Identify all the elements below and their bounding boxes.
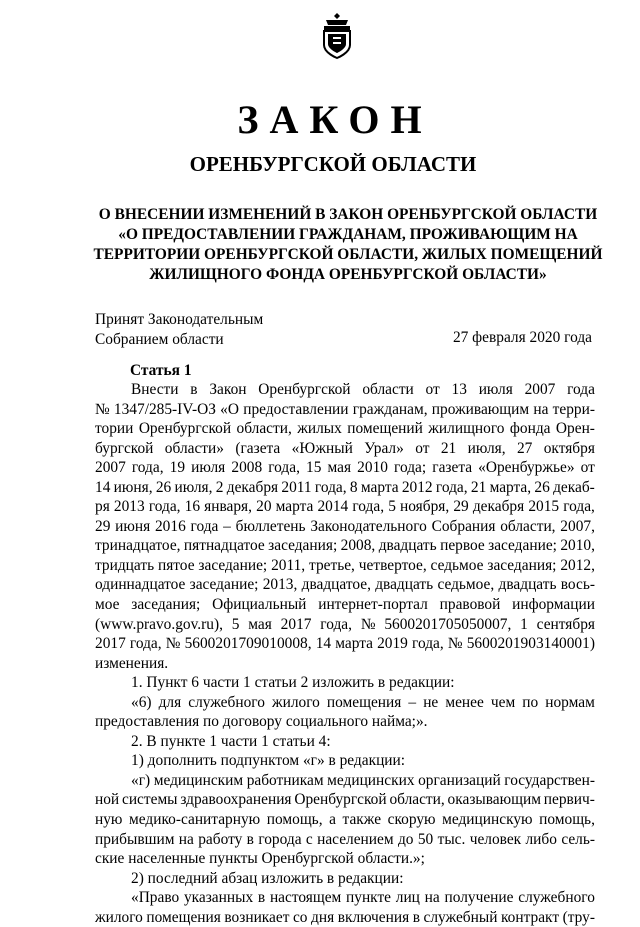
text-line bbox=[95, 790, 595, 810]
word: 20 bbox=[256, 498, 272, 516]
word: работникам bbox=[246, 771, 324, 789]
text-line bbox=[95, 732, 595, 752]
word: 2017 bbox=[280, 615, 312, 633]
word: помощь, bbox=[539, 811, 595, 829]
word: 50 bbox=[417, 830, 434, 848]
word: служебный bbox=[423, 908, 498, 926]
word: гражданам, bbox=[352, 400, 428, 418]
word: 2012 bbox=[401, 478, 433, 496]
word: года bbox=[567, 381, 595, 398]
word: медицинскую bbox=[442, 811, 533, 829]
word: 2008, bbox=[340, 537, 376, 555]
heading-line: ТЕРРИТОРИИ ОРЕНБУРГСКОЙ ОБЛАСТИ, ЖИЛЫХ ПОМЕЩЕНИЙ bbox=[93, 246, 603, 263]
word: 16 bbox=[184, 498, 201, 516]
text-line bbox=[95, 478, 595, 498]
word: года, bbox=[129, 635, 162, 653]
word: года bbox=[190, 517, 219, 535]
word: 5600201903140001) bbox=[466, 635, 595, 653]
word: марта bbox=[335, 635, 373, 653]
word: третье, bbox=[309, 556, 355, 574]
word: с bbox=[305, 830, 313, 848]
heading-line: «О ПРЕДОСТАВЛЕНИИ ГРАЖДАНАМ, ПРОЖИВАЮЩИМ НА bbox=[118, 226, 578, 243]
text-line bbox=[95, 400, 595, 420]
text-line bbox=[95, 751, 595, 771]
word: – bbox=[223, 517, 231, 535]
word: тыс. bbox=[437, 830, 466, 848]
word: года, bbox=[268, 459, 300, 477]
word: газета bbox=[432, 459, 473, 477]
word: тридцать bbox=[95, 556, 155, 574]
word: 2019 bbox=[377, 635, 408, 653]
text-line-content: 1) дополнить подпунктом «г» в редакции: bbox=[131, 752, 406, 770]
word: 2017 bbox=[95, 635, 126, 653]
word: 2016 bbox=[154, 517, 186, 535]
word: № bbox=[95, 400, 110, 418]
word: скорую bbox=[387, 811, 436, 829]
word: двадцать bbox=[498, 576, 557, 594]
word: Внести bbox=[131, 381, 179, 398]
text-line bbox=[95, 615, 595, 635]
word: первич- bbox=[543, 791, 595, 809]
word: года; bbox=[394, 459, 427, 477]
word: в bbox=[412, 908, 420, 926]
word: либо bbox=[525, 830, 557, 848]
word: декабря bbox=[472, 498, 525, 516]
word: здравоохранения bbox=[180, 791, 292, 809]
word: лиц bbox=[395, 889, 420, 907]
word: 21 bbox=[470, 478, 487, 496]
word: 2007 bbox=[95, 459, 126, 477]
word: 2010, bbox=[560, 537, 595, 555]
word: (тру- bbox=[562, 908, 595, 926]
word: 1 bbox=[520, 615, 528, 633]
word: контракт bbox=[500, 908, 560, 926]
word: № bbox=[447, 635, 463, 653]
adoption-line: Собранием области bbox=[95, 331, 224, 348]
word: 13 bbox=[451, 381, 467, 398]
word: марта bbox=[275, 498, 314, 516]
word: от bbox=[580, 459, 595, 477]
word: до bbox=[397, 830, 414, 848]
word: города bbox=[258, 830, 302, 848]
word: одиннадцатое bbox=[95, 576, 186, 594]
word: терри- bbox=[552, 400, 595, 418]
word: интернет-портал bbox=[318, 596, 428, 614]
text-line bbox=[95, 771, 595, 791]
word: предоставлении bbox=[243, 400, 349, 418]
word: № bbox=[165, 635, 181, 653]
article-body bbox=[95, 380, 595, 927]
word: 2007, bbox=[560, 517, 595, 535]
document-region: ОРЕНБУРГСКОЙ ОБЛАСТИ bbox=[189, 152, 477, 176]
word: года, bbox=[131, 459, 164, 477]
word: декаб- bbox=[553, 478, 595, 496]
word: 26 bbox=[534, 478, 550, 496]
word: области» bbox=[164, 439, 224, 457]
word: пятнадцатое bbox=[183, 537, 265, 555]
word: мая bbox=[327, 459, 352, 477]
adoption-date: 27 февраля 2020 года bbox=[452, 329, 592, 346]
word: в bbox=[190, 381, 198, 398]
word: года, bbox=[314, 478, 347, 496]
word: бюллетень bbox=[235, 517, 306, 535]
word: четвертое, bbox=[358, 556, 427, 574]
word: на bbox=[178, 830, 194, 848]
word: 2012, bbox=[560, 556, 595, 574]
word: 2013 bbox=[113, 498, 145, 516]
word: года, bbox=[148, 498, 181, 516]
word: вось- bbox=[560, 576, 595, 594]
word: ря bbox=[95, 498, 110, 516]
word: включения bbox=[337, 908, 410, 926]
word: «Право bbox=[131, 889, 180, 907]
word: ной bbox=[95, 791, 120, 809]
word: – bbox=[408, 693, 417, 711]
word: ноября, bbox=[400, 498, 450, 516]
word: года, bbox=[563, 498, 595, 516]
word: менее bbox=[445, 693, 484, 711]
word: Собрания bbox=[431, 517, 496, 535]
text-line bbox=[95, 634, 595, 654]
word: тринадцатое, bbox=[95, 537, 181, 555]
word: седьмое, bbox=[437, 576, 495, 594]
word: фонда bbox=[509, 420, 551, 438]
word: получение bbox=[444, 889, 514, 907]
word: 2013, bbox=[262, 576, 298, 594]
word: года, bbox=[352, 498, 385, 516]
word: 2011, bbox=[271, 556, 306, 574]
text-line bbox=[95, 830, 595, 850]
word: 2011 bbox=[281, 478, 312, 496]
word: прибывшим bbox=[95, 830, 175, 848]
word: марта bbox=[360, 478, 399, 496]
word: заседание; bbox=[198, 556, 268, 574]
word: «6) bbox=[131, 693, 152, 711]
word: «г) bbox=[131, 771, 151, 789]
word: жилого bbox=[95, 908, 143, 926]
word: июля bbox=[191, 459, 226, 477]
word: работу bbox=[198, 830, 243, 848]
word: мое bbox=[95, 596, 120, 614]
word: года, bbox=[412, 635, 444, 653]
word: 2 bbox=[215, 478, 224, 496]
word: Урал» bbox=[364, 439, 404, 457]
word: июля, bbox=[174, 478, 213, 496]
word: декабря bbox=[226, 478, 279, 496]
text-line bbox=[95, 595, 595, 615]
word: информации bbox=[512, 596, 595, 614]
word: 2008 bbox=[231, 459, 263, 477]
word: 21 bbox=[440, 439, 457, 457]
word: 29 bbox=[95, 517, 111, 535]
text-line-content: 2. В пункте 1 части 1 статьи 4: bbox=[131, 732, 331, 750]
word: дня bbox=[311, 908, 335, 926]
text-line bbox=[95, 497, 595, 517]
word: на bbox=[533, 400, 549, 418]
word: июля bbox=[478, 381, 513, 398]
word: Оренбургской bbox=[258, 381, 351, 398]
word: 2015 bbox=[528, 498, 560, 516]
word: 27 bbox=[516, 439, 533, 457]
word: чем bbox=[490, 693, 516, 711]
word: Закон bbox=[209, 381, 247, 398]
word: июня, bbox=[113, 478, 153, 496]
word: Оренбургской bbox=[294, 791, 387, 809]
word: «Оренбуржье» bbox=[478, 459, 575, 477]
word: нормам bbox=[545, 693, 595, 711]
word: населением bbox=[317, 830, 394, 848]
word: государствен- bbox=[504, 771, 595, 789]
word: 5 bbox=[231, 615, 240, 633]
word: а bbox=[329, 811, 336, 829]
text-line bbox=[95, 439, 595, 459]
word: двадцать bbox=[378, 537, 437, 555]
text-line bbox=[95, 673, 595, 693]
word: Официальный bbox=[212, 596, 307, 614]
word: 29 bbox=[453, 498, 469, 516]
word: жилищного bbox=[428, 420, 505, 438]
text-line bbox=[95, 908, 595, 927]
word: заседания; bbox=[131, 596, 201, 614]
text-line bbox=[95, 869, 595, 889]
text-line bbox=[95, 575, 595, 595]
word: возникает bbox=[224, 908, 290, 926]
word: 5 bbox=[388, 498, 396, 516]
word: сентября bbox=[536, 615, 595, 633]
word: 8 bbox=[349, 478, 358, 496]
word: пункте bbox=[346, 889, 392, 907]
word: октября bbox=[543, 439, 595, 457]
word: также bbox=[342, 811, 382, 829]
word: июля, bbox=[467, 439, 506, 457]
word: двадцать bbox=[375, 576, 434, 594]
word: 5600201705050007, bbox=[384, 615, 512, 633]
word: для bbox=[158, 693, 182, 711]
word: мая bbox=[248, 615, 272, 633]
word: оказывающим bbox=[447, 791, 541, 809]
word: проживающим bbox=[431, 400, 530, 418]
word: года, bbox=[435, 478, 468, 496]
word: седьмое bbox=[430, 556, 484, 574]
word: 15 bbox=[306, 459, 322, 477]
word: от bbox=[425, 381, 440, 398]
word: заседания; bbox=[268, 537, 338, 555]
text-line bbox=[95, 654, 595, 674]
word: медико-санитарную bbox=[129, 811, 261, 829]
text-line bbox=[95, 810, 595, 830]
word: первое bbox=[440, 537, 485, 555]
word: медицинским bbox=[153, 771, 244, 789]
word: на bbox=[424, 889, 440, 907]
text-line bbox=[95, 536, 595, 556]
word: двадцатое, bbox=[301, 576, 371, 594]
word: 2007 bbox=[524, 381, 556, 398]
word: человек bbox=[469, 830, 522, 848]
word: июня bbox=[115, 517, 151, 535]
word: от bbox=[415, 439, 430, 457]
word: области bbox=[362, 381, 414, 398]
text-line-content: 1. Пункт 6 части 1 статьи 2 изложить в редакции: bbox=[131, 674, 455, 692]
adoption-line: Принят Законодательным bbox=[95, 311, 264, 328]
word: служебного bbox=[518, 889, 595, 907]
word: жилых bbox=[297, 420, 342, 438]
word: 5600201709010008, bbox=[184, 635, 312, 653]
coat-of-arms-icon bbox=[318, 12, 356, 60]
word: 1347/285-IV-ОЗ bbox=[113, 400, 216, 418]
document-title: ЗАКОН bbox=[237, 97, 433, 142]
word: ную bbox=[95, 811, 123, 829]
word: Орен- bbox=[555, 420, 595, 438]
word: жилого bbox=[271, 693, 320, 711]
word: помещений bbox=[347, 420, 423, 438]
word: служебного bbox=[188, 693, 265, 711]
text-line bbox=[95, 556, 595, 576]
word: сель- bbox=[561, 830, 595, 848]
word: медицинских bbox=[327, 771, 415, 789]
word: помещения bbox=[146, 908, 221, 926]
word: не bbox=[423, 693, 439, 711]
word: 19 bbox=[169, 459, 186, 477]
word: в bbox=[246, 830, 254, 848]
word: правовой bbox=[439, 596, 501, 614]
word: года, bbox=[320, 615, 352, 633]
law-heading bbox=[88, 205, 608, 285]
word: настоящем bbox=[269, 889, 342, 907]
word: помещения bbox=[326, 693, 402, 711]
word: «О bbox=[220, 400, 239, 418]
text-line bbox=[95, 693, 595, 713]
text-line bbox=[95, 419, 595, 439]
word: заседания; bbox=[487, 556, 557, 574]
word: 2014 bbox=[317, 498, 349, 516]
text-line bbox=[95, 712, 595, 732]
word: тории bbox=[95, 420, 134, 438]
word: бургской bbox=[95, 439, 154, 457]
text-line bbox=[95, 849, 595, 869]
word: 26 bbox=[155, 478, 172, 496]
heading-line: ЖИЛИЩНОГО ФОНДА ОРЕНБУРГСКОЙ ОБЛАСТИ» bbox=[149, 266, 547, 283]
word: «Южный bbox=[291, 439, 353, 457]
word: системы bbox=[121, 791, 178, 809]
word: Оренбургской bbox=[138, 420, 232, 438]
text-line bbox=[95, 517, 595, 537]
word: 2010 bbox=[357, 459, 388, 477]
word: помощь, bbox=[266, 811, 323, 829]
word: № bbox=[360, 615, 376, 633]
word: области, bbox=[236, 420, 292, 438]
text-line-content: предоставления по договору социального найма;». bbox=[95, 713, 428, 731]
word: в bbox=[257, 889, 266, 907]
word: (www.pravo.gov.ru), bbox=[95, 615, 223, 633]
word: заседание; bbox=[189, 576, 259, 594]
word: указанных bbox=[183, 889, 254, 907]
word: пятое bbox=[157, 556, 195, 574]
word: марта, bbox=[489, 478, 532, 496]
text-line bbox=[95, 458, 595, 478]
word: января, bbox=[204, 498, 252, 516]
word: области, bbox=[389, 791, 445, 809]
heading-line: О ВНЕСЕНИИ ИЗМЕНЕНИЙ В ЗАКОН ОРЕНБУРГСКОЙ ОБЛАСТИ bbox=[98, 206, 598, 223]
article-title: Статья 1 bbox=[130, 362, 192, 379]
word: организаций bbox=[418, 771, 501, 789]
text-line bbox=[95, 380, 595, 400]
text-line-content: изменения. bbox=[95, 654, 169, 672]
word: (газета bbox=[235, 439, 281, 457]
adoption-note bbox=[95, 310, 263, 350]
text-line-content: 2) последний абзац изложить в редакции: bbox=[131, 869, 404, 887]
word: области, bbox=[500, 517, 556, 535]
word: 14 bbox=[315, 635, 332, 653]
word: со bbox=[292, 908, 308, 926]
text-line-content: ские населенные пункты Оренбургской области.»; bbox=[95, 850, 425, 868]
word: Законодательного bbox=[310, 517, 427, 535]
word: по bbox=[522, 693, 539, 711]
word: 14 bbox=[95, 478, 111, 496]
word: заседание; bbox=[488, 537, 557, 555]
